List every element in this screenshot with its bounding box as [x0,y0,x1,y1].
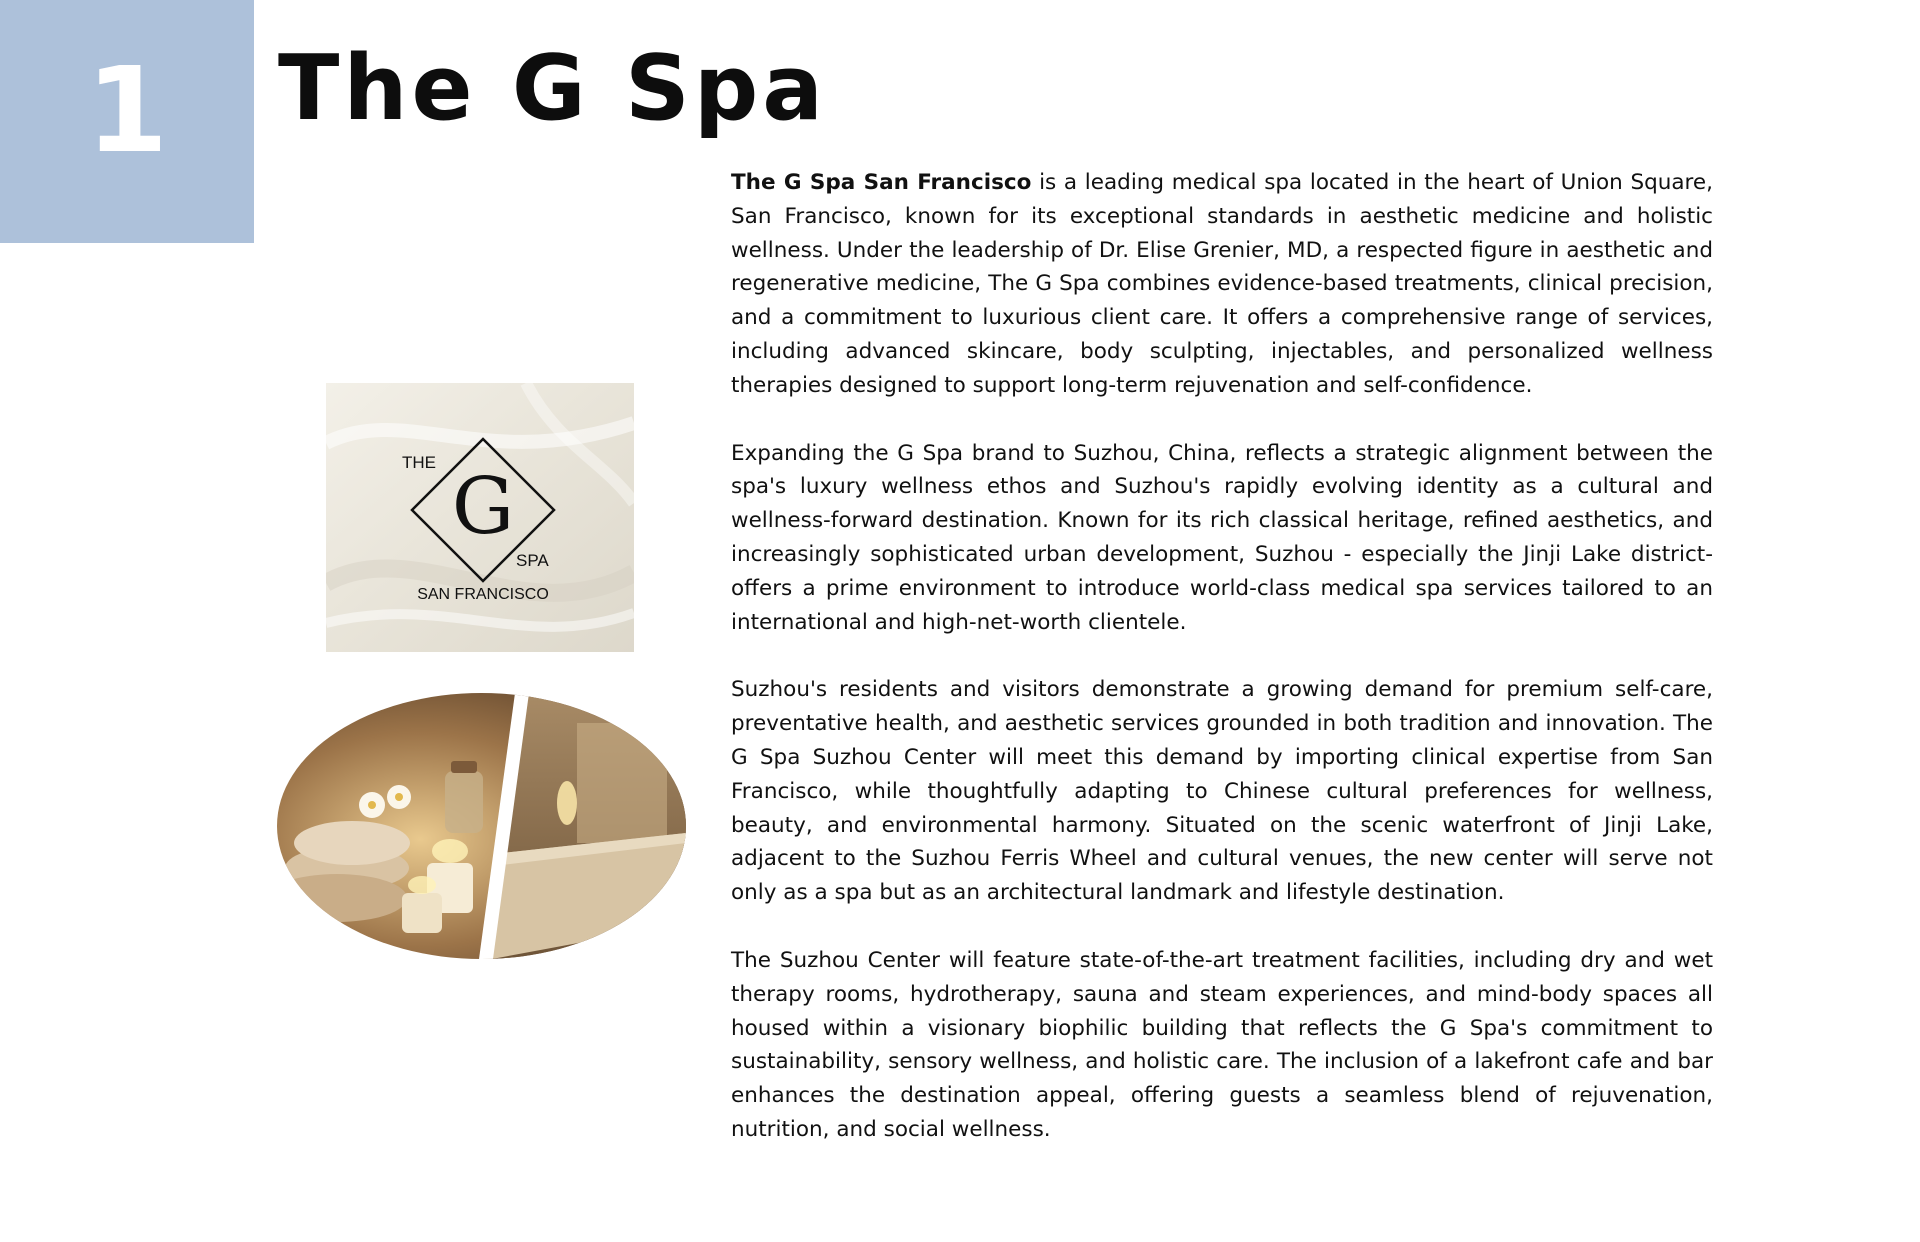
section-number: 1 [85,41,169,179]
logo-the: THE [402,453,436,472]
jar-icon [445,771,483,833]
spa-photo-graphic [277,693,686,959]
g-spa-logo-image [326,383,634,652]
paragraph-expansion: Expanding the G Spa brand to Suzhou, China, reflects a strategic alignment between the spa's luxury wellness ethos and Suzhou's rapidly evolving identity as a cultural and wellness-forward destination. Known for its rich classical heritage, refined aesthetics, and increasingly sophisticated urban development, Suzhou - especially the Jinji Lake district-offers a prime environment to introduce world-class medical spa services tailored to an international and high-net-worth clientele. [731,440,1713,635]
paragraph-intro-rest: is a leading medical spa located in the heart of Union Square, San Francisco, known for its exceptional standards in aesthetic medicine and holistic wellness. Under the leadership of Dr. Elise Grenier, MD, a respected figure in aesthetic and regenerative medicine, The G Spa combines evidence-based treatments, clinical precision, and a commitment to luxurious client care. It offers a comprehensive range of services, including advanced skincare, body sculpting, injectables, and personalized wellness therapies designed to support long-term rejuvenation and self-confidence. [731,170,1713,398]
paragraph-facilities: The Suzhou Center will feature state-of-the-art treatment facilities, including dry and wet therapy rooms, hydrotherapy, sauna and steam experiences, and mind-body spaces all housed within a visionary biophilic building that reflects the G Spa's commitment to sustainability, sensory wellness, and holistic care. The inclusion of a lakefront cafe and bar enhances the destination appeal, offering guests a seamless blend of rejuvenation, nutrition, and social wellness. [731,947,1713,1142]
paragraph-intro-lead: The G Spa San Francisco [731,170,1032,195]
logo-spa: SPA [516,551,549,570]
page-title: The G Spa [278,36,828,141]
logo-letter: G [451,462,515,552]
logo-city: SAN FRANCISCO [417,586,549,603]
body-text [731,166,1713,1181]
section-number-block [0,0,254,243]
logo-graphic [326,383,634,652]
paragraph-intro [731,166,1713,403]
paragraph-demand: Suzhou's residents and visitors demonstrate a growing demand for premium self-care, preventative health, and aesthetic services grounded in both tradition and innovation. The G Spa Suzhou Center will meet this demand by importing clinical expertise from San Francisco, while thoughtfully adapting to Chinese cultural preferences for wellness, beauty, and environmental harmony. Situated on the scenic waterfront of Jinji Lake, adjacent to the Suzhou Ferris Wheel and cultural venues, the new center will serve not only as a spa but as an architectural landmark and lifestyle destination. [731,677,1713,906]
spa-photo-collage [277,693,686,959]
